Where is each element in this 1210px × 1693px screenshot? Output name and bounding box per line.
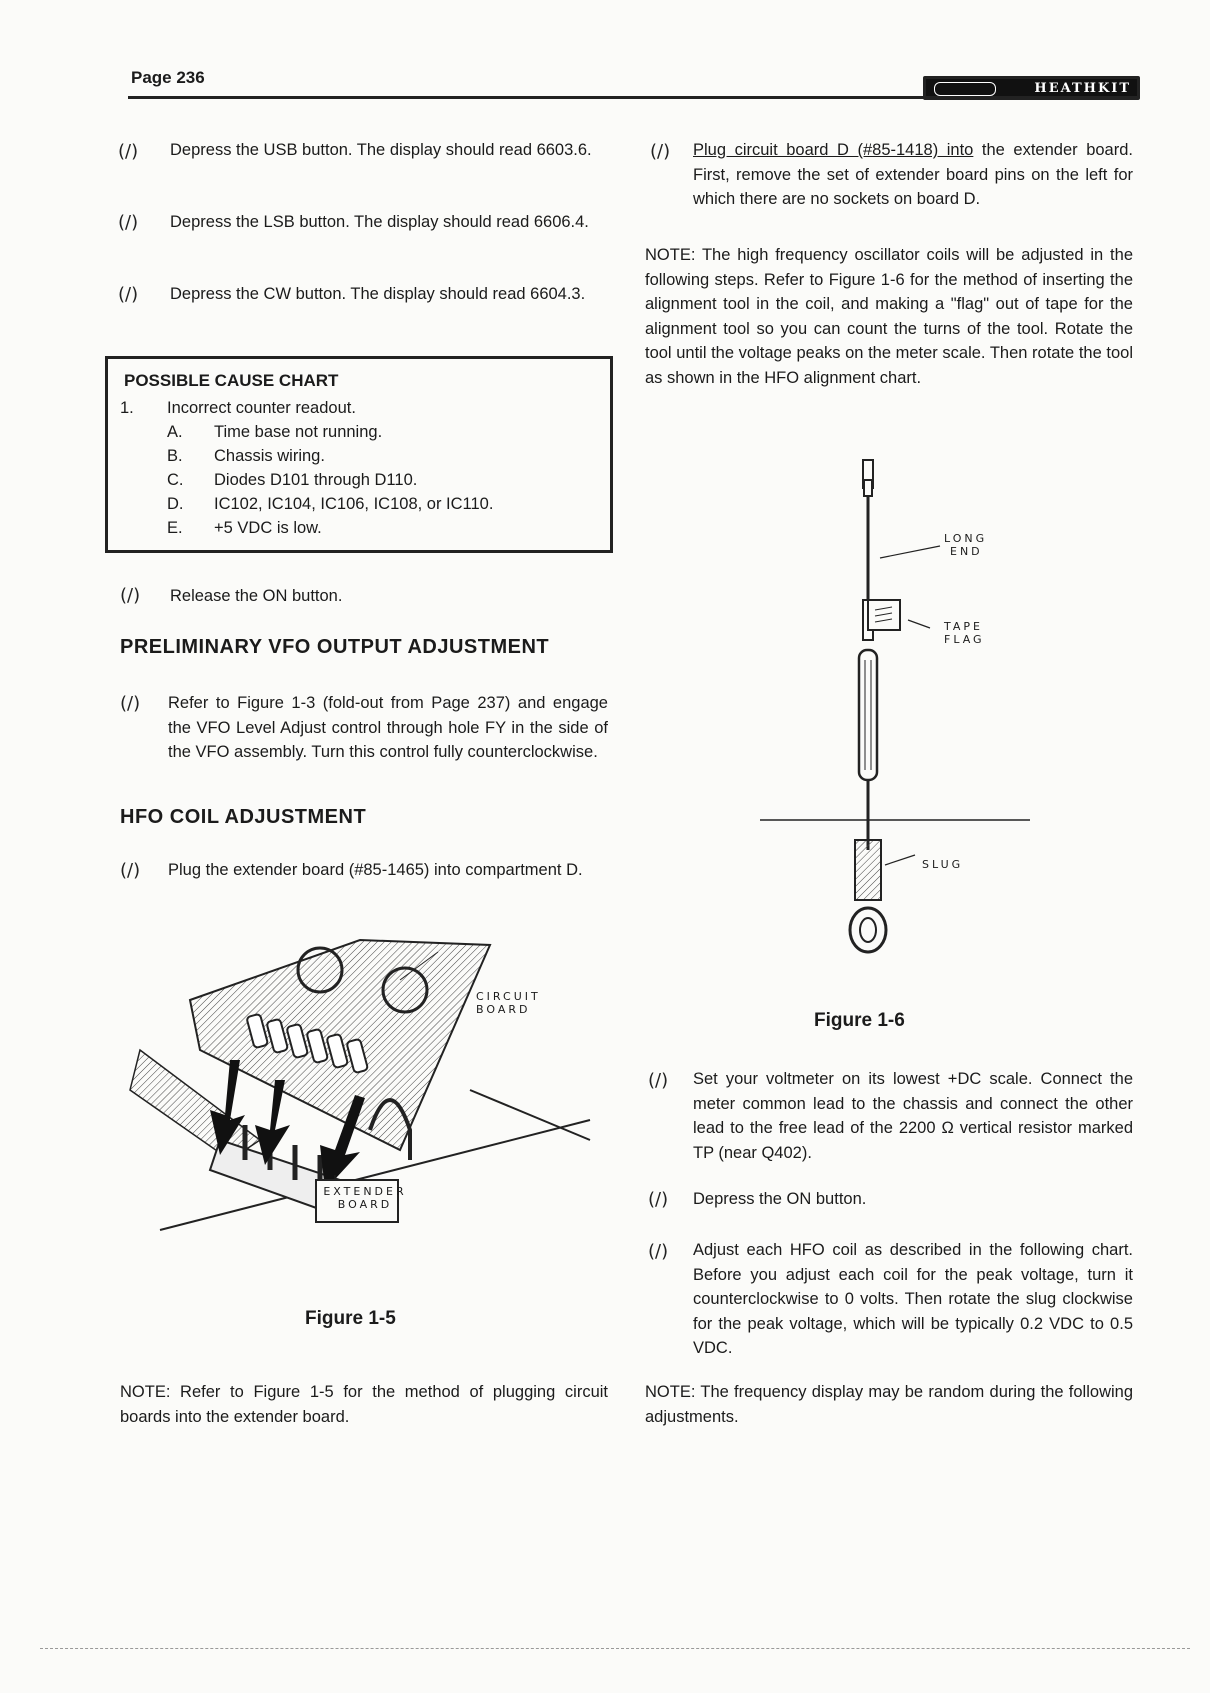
step-usb: Depress the USB button. The display should read 6603.6.: [170, 141, 592, 159]
step-lsb: Depress the LSB button. The display should read 6606.4.: [170, 213, 589, 231]
checkmark-icon: (/): [648, 1189, 669, 1210]
step-cw: Depress the CW button. The display should read 6604.3.: [170, 285, 586, 303]
step-adjust-hfo: Adjust each HFO coil as described in the following chart. Before you adjust each coil for the peak voltage, turn it counterclockwise to 0 volts. Then rotate the slug clockwise for the peak voltage, which will be typically 0.2 VDC to 0.5 VDC.: [693, 1241, 1133, 1357]
step-plug-board-d-lead: Plug circuit board D (#85-1418) into: [693, 141, 974, 159]
label-line: EXTENDER: [323, 1185, 407, 1198]
checkmark-icon: (/): [118, 284, 139, 305]
header-rule: [128, 96, 1138, 99]
note-frequency-display: NOTE: The frequency display may be random during the following adjustments.: [645, 1383, 1133, 1426]
step-set-voltmeter: Set your voltmeter on its lowest +DC scale. Connect the meter common lead to the chassis and connect the other lead to the free lead of the 2200 Ω vertical resistor marked TP (near Q402).: [693, 1070, 1133, 1162]
label-tape-flag: [944, 620, 985, 646]
chart-subitem-letter: A.: [167, 423, 183, 441]
label-line: TAPE: [944, 620, 983, 633]
label-circuit-board: [476, 990, 541, 1016]
step-plug-extender: Plug the extender board (#85-1465) into compartment D.: [168, 861, 583, 879]
chart-subitem-letter: E.: [167, 519, 183, 537]
chart-subitem-text: Chassis wiring.: [214, 447, 325, 465]
chart-subitem-letter: D.: [167, 495, 184, 513]
step-release-on: Release the ON button.: [170, 587, 343, 605]
checkmark-icon: (/): [120, 693, 141, 714]
scan-artifact-line: [40, 1648, 1190, 1649]
heading-hfo-adjustment: HFO COIL ADJUSTMENT: [120, 806, 367, 828]
label-line: FLAG: [944, 633, 985, 646]
note-figure-1-5: NOTE: Refer to Figure 1-5 for the method of plugging circuit boards into the extender board.: [120, 1383, 608, 1426]
label-line: CIRCUIT: [476, 990, 541, 1003]
figure-1-6-caption: Figure 1-6: [814, 1010, 905, 1031]
chart-subitem-letter: B.: [167, 447, 183, 465]
chart-subitem-text: IC102, IC104, IC106, IC108, or IC110.: [214, 495, 494, 513]
chart-title: POSSIBLE CAUSE CHART: [124, 371, 339, 390]
figure-1-5-illustration: [120, 930, 600, 1300]
checkmark-icon: (/): [118, 141, 139, 162]
label-slug: SLUG: [922, 858, 964, 871]
label-long-end: [944, 532, 987, 558]
heading-vfo-adjustment: PRELIMINARY VFO OUTPUT ADJUSTMENT: [120, 636, 550, 658]
chart-item-text: Incorrect counter readout.: [167, 399, 356, 417]
step-plug-board-d: [693, 138, 1133, 212]
label-line: BOARD: [337, 1198, 393, 1211]
step-depress-on: Depress the ON button.: [693, 1190, 867, 1208]
label-line: BOARD: [476, 1003, 531, 1016]
label-line: LONG: [944, 532, 988, 545]
chart-subitem-text: Diodes D101 through D110.: [214, 471, 418, 489]
checkmark-icon: (/): [120, 860, 141, 881]
checkmark-icon: (/): [650, 141, 671, 162]
checkmark-icon: (/): [120, 585, 141, 606]
chart-subitem-letter: C.: [167, 471, 184, 489]
checkmark-icon: (/): [648, 1070, 669, 1091]
logo-emblem-icon: [934, 82, 996, 96]
figure-1-5-caption: Figure 1-5: [305, 1308, 396, 1329]
figure-1-6-illustration: [740, 450, 1040, 970]
label-extender-board: [322, 1185, 408, 1211]
step-vfo-refer: Refer to Figure 1-3 (fold-out from Page 237) and engage the VFO Level Adjust control through hole FY in the side of the VFO assembly. Turn this control fully counterclockwise.: [168, 694, 608, 761]
checkmark-icon: (/): [648, 1241, 669, 1262]
note-hfo-coils: NOTE: The high frequency oscillator coils will be adjusted in the following steps. Refer to Figure 1-6 for the method of inserting the alignment tool in the coil, and making a "flag" out of tape for the alignment tool so you can count the turns of the tool. Rotate the tool until the voltage peaks on the meter scale. Then rotate the tool as shown in the HFO alignment chart.: [645, 246, 1133, 387]
label-line: END: [950, 545, 983, 558]
step-plug-board-d-rest: the extender board. First, remove the set of extender board pins on the left for which there are no sockets on board D.: [693, 141, 1133, 208]
chart-subitem-text: +5 VDC is low.: [214, 519, 322, 537]
checkmark-icon: (/): [118, 212, 139, 233]
brand-name: HEATHKIT: [1034, 80, 1131, 96]
chart-subitem-text: Time base not running.: [214, 423, 383, 441]
chart-item-number: 1.: [120, 399, 134, 417]
possible-cause-chart: [105, 356, 613, 553]
page-number: Page 236: [131, 68, 205, 87]
